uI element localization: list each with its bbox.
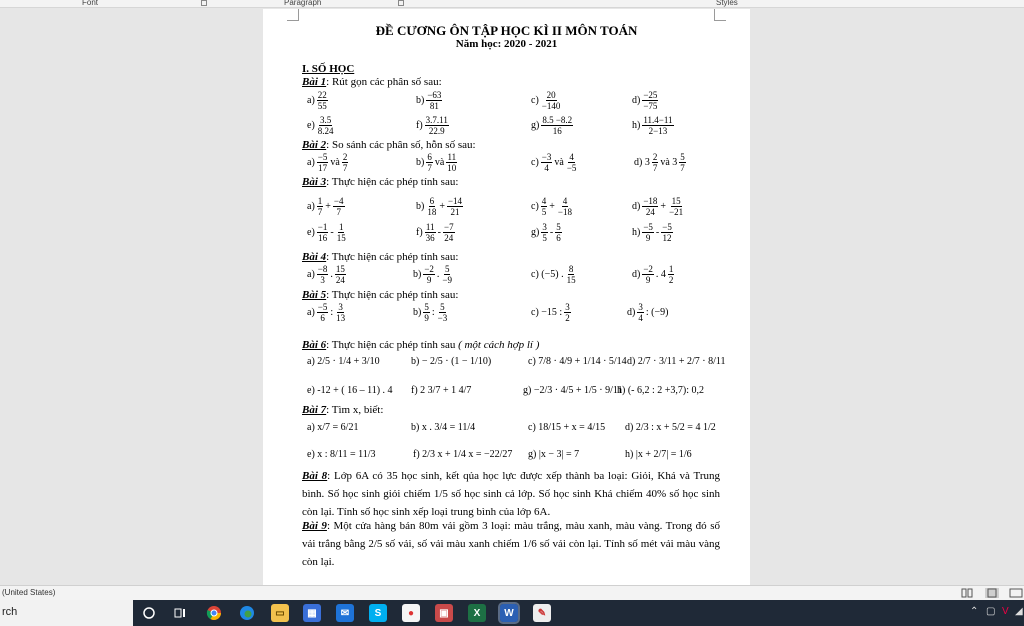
margin-corner-mark [714, 9, 726, 21]
chrome-icon[interactable] [205, 604, 223, 622]
exercise-item: h) −5 9 - −5 12 [632, 222, 672, 243]
exercise-item: b) 5 9 : 5 −3 [413, 302, 448, 323]
read-mode-icon[interactable] [960, 588, 974, 598]
exercise-item: c) 18/15 + x = 4/15 [528, 422, 606, 433]
exercise-item: b) 6 7 và 11 10 [416, 152, 457, 173]
exercise-item: f) 11 36 - −7 24 [416, 222, 454, 243]
skype-icon[interactable]: S [369, 604, 387, 622]
paragraph-dialog-launcher-icon[interactable] [398, 0, 404, 6]
exercise-5-heading: Bài 5: Thực hiện các phép tính sau: [302, 289, 459, 301]
exercise-item: g) |x − 3| = 7 [528, 449, 580, 460]
tray-arrow-icon[interactable]: ⌃ [970, 606, 979, 617]
exercise-item: g) 8.5 −8.2 16 [531, 115, 573, 136]
app-icon[interactable]: ▣ [435, 604, 453, 622]
exercise-4-heading: Bài 4: Thực hiện các phép tính sau: [302, 251, 459, 263]
exercise-item: e) x : 8/11 = 11/3 [307, 449, 376, 460]
language-indicator[interactable]: (United States) [2, 588, 56, 597]
exercise-item: b) −2 9 . 5 −9 [413, 264, 452, 285]
messenger-icon[interactable]: ● [402, 604, 420, 622]
exercise-item: g) −2/3 · 4/5 + 1/5 · 9/11 [523, 385, 623, 396]
exercise-2-heading: Bài 2: So sánh các phân số, hỗn số sau: [302, 139, 476, 151]
exercise-item: h) 11.4−11 2−13 [632, 115, 673, 136]
exercise-item: a) −5 17 và 2 7 [307, 152, 348, 173]
exercise-item: a) −8 3 . 15 24 [307, 264, 345, 285]
exercise-item: d) 3 2 7 và 3 5 7 [634, 152, 685, 173]
file-explorer-icon[interactable]: ▭ [271, 604, 289, 622]
tray-vivaldi-icon[interactable]: V [1002, 606, 1009, 617]
exercise-item: e) -12 + ( 16 – 11) . 4 [307, 385, 393, 396]
exercise-item: c) −3 4 và 4 −5 [531, 152, 577, 173]
document-title: ĐỀ CƯƠNG ÔN TẬP HỌC KÌ II MÔN TOÁN [375, 23, 638, 38]
exercise-7-heading: Bài 7: Tìm x, biết: [302, 404, 384, 416]
document-subtitle: Năm học: 2020 - 2021 [455, 38, 558, 50]
paragraph-group-label: Paragraph [284, 0, 322, 7]
section-heading: I. SỐ HỌC [302, 63, 355, 75]
word-icon[interactable]: W [500, 604, 518, 622]
exercise-item: a) 2/5 · 1/4 + 3/10 [307, 356, 380, 367]
exercise-item: f) 2/3 x + 1/4 x = −22/27 [413, 449, 513, 460]
exercise-item: b) −63 81 [416, 90, 442, 111]
exercise-item: e) 3.5 8.24 [307, 115, 334, 136]
exercise-item: c) 7/8 · 4/9 + 1/14 · 5/14 [528, 356, 627, 367]
exercise-9-paragraph: Bài 9: Một cửa hàng bán 80m vải gồm 3 loại: màu trắng, màu xanh, màu vàng. Trong đó số vải trắng bằng 2/5 số vải, số vải màu xanh chiếm 1/6 số vải còn lại. Tính số mét vải màu vàng còn lại. [302, 520, 720, 568]
web-layout-icon[interactable] [1009, 588, 1023, 598]
exercise-item: f) 2 3/7 + 1 4/7 [411, 385, 472, 396]
document-page[interactable] [263, 9, 750, 585]
print-layout-icon[interactable] [985, 588, 999, 598]
exercise-item: c) 4 5 + $\frac{4}{-18}$ [531, 196, 572, 217]
ribbon-group-labels [0, 0, 1024, 8]
exercise-item: e) −1 16 - 1 15 [307, 222, 346, 243]
exercise-item: a) 22 55 [307, 90, 327, 111]
task-view-icon[interactable] [171, 604, 189, 622]
exercise-item: d) −18 24 + $\frac{15}{-21}$ [632, 196, 684, 217]
status-bar [0, 585, 1024, 600]
exercise-item: d) −25 −75 [632, 90, 658, 111]
paint-icon[interactable]: ✎ [533, 604, 551, 622]
exercise-item: c) (−5) . 8 15 [531, 264, 576, 285]
exercise-item: a) x/7 = 6/21 [307, 422, 359, 433]
cortana-icon[interactable] [140, 604, 158, 622]
excel-icon[interactable]: X [468, 604, 486, 622]
exercise-item: d) −2 9 . 4 1 2 [632, 264, 674, 285]
exercise-item: b) x . 3/4 = 11/4 [411, 422, 476, 433]
styles-group-label: Styles [716, 0, 738, 7]
tray-app-icon[interactable]: ▢ [986, 606, 996, 617]
exercise-item: h) |x + 2/7| = 1/6 [625, 449, 692, 460]
font-group-label: Font [82, 0, 99, 7]
tray-network-icon[interactable]: ◢ [1015, 606, 1023, 617]
taskbar-search-box[interactable]: rch [0, 600, 133, 626]
exercise-item: c) −15 : 3 2 [531, 302, 570, 323]
exercise-6-heading: Bài 6: Thực hiện các phép tính sau ( một cách hợp lí ) [302, 339, 540, 351]
exercise-item: a) 1 7 + $\frac{-4}{7}$ [307, 196, 344, 217]
exercise-item: d) 2/3 : x + 5/2 = 4 1/2 [625, 422, 716, 433]
exercise-3-heading: Bài 3: Thực hiện các phép tính sau: [302, 176, 459, 188]
store-icon[interactable]: ▦ [303, 604, 321, 622]
exercise-item: b) 6 18 + $\frac{-14}{21}$ [416, 196, 463, 217]
exercise-item: h) (- 6,2 : 2 +3,7): 0,2 [617, 385, 705, 396]
margin-corner-mark [287, 9, 299, 21]
exercise-8-paragraph: Bài 8: Lớp 6A có 35 học sinh, kết qủa học lực được xếp thành ba loại: Giỏi, Khá và Trung bình. Số học sinh giỏi chiếm 1/5 số học sinh cả lớp. Số học sinh Khá chiếm 40% số học sinh còn lại. Tính số học sinh xếp loại trung bình của lớp 6A. [302, 470, 720, 518]
exercise-item: g) 3 5 - 5 6 [531, 222, 561, 243]
exercise-item: b) − 2/5 · (1 − 1/10) [411, 356, 492, 367]
edge-icon[interactable] [238, 604, 256, 622]
exercise-1-heading: Bài 1: Rút gọn các phân số sau: [302, 76, 442, 88]
exercise-item: d) 3 4 : (−9) [627, 302, 669, 323]
exercise-item: f) 3.7.11 22.9 [416, 115, 448, 136]
exercise-item: a) −5 6 : 3 13 [307, 302, 346, 323]
exercise-item: c) 20 −140 [531, 90, 561, 111]
font-dialog-launcher-icon[interactable] [201, 0, 207, 6]
mail-icon[interactable]: ✉ [336, 604, 354, 622]
exercise-item: d) 2/7 · 3/11 + 2/7 · 8/11 [627, 356, 726, 367]
taskbar [0, 600, 1024, 626]
